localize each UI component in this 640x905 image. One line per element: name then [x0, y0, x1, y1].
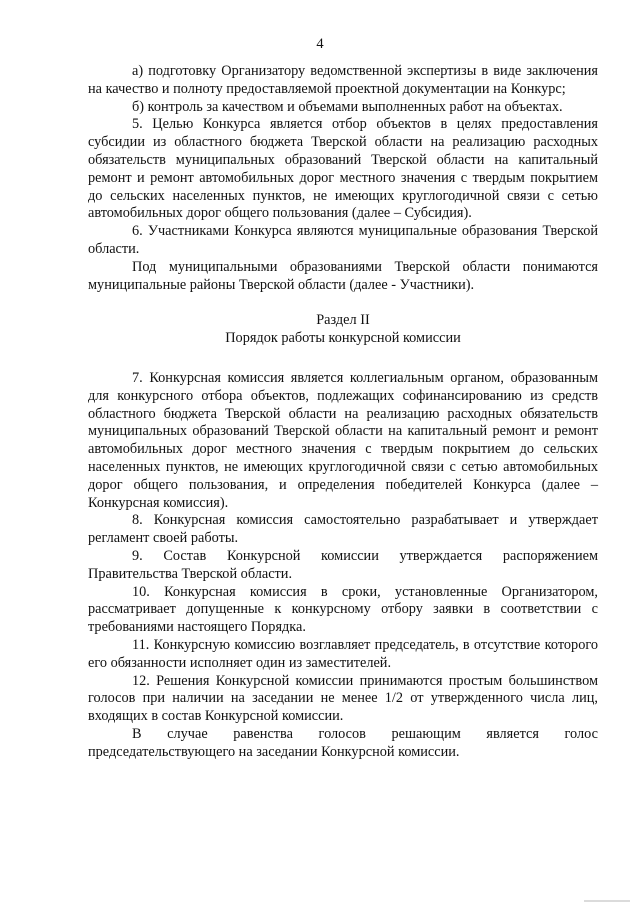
- section-number: Раздел II: [316, 312, 370, 329]
- paragraph-6: 6. Участниками Конкурса являются муниципальные образования Тверской области.: [88, 223, 598, 257]
- paragraph-7: 7. Конкурсная комиссия является коллегиальным органом, образованным для конкурсного отбора объектов, подлежащих софинансированию из средств областного бюджета Тверской области на реализацию расходных обязательств муниципальных образований Тверской области на капитальный ремонт и ремонт автомобильных дорог местного значения с твердым покрытием до сельских населенных пунктов, не имеющих круглогодичной связи с сетью автомобильных дорог общего пользования, и определения победителей Конкурса (далее – Конкурсная комиссия).: [88, 369, 598, 511]
- spacer: [88, 348, 598, 370]
- paragraph-10: 10. Конкурсная комиссия в сроки, установленные Организатором, рассматривает допущенные к конкурсному отбору заявки в соответствии с требованиями настоящего Порядка.: [88, 583, 598, 636]
- scan-artifact: [584, 900, 630, 902]
- paragraph-11: 11. Конкурсную комиссию возглавляет председатель, в отсутствие которого его обязанности исполняет один из заместителей.: [88, 636, 598, 671]
- paragraph-tie-vote: В случае равенства голосов решающим является голос председательствующего на заседании Конкурсной комиссии.: [88, 725, 598, 760]
- spacer: [88, 294, 598, 312]
- paragraph-12: 12. Решения Конкурсной комиссии принимаются простым большинством голосов при наличии на заседании не менее 1/2 от утвержденного числа лиц, входящих в состав Конкурсной комиссии.: [88, 672, 598, 725]
- paragraph-9: 9. Состав Конкурсной комиссии утверждается распоряжением Правительства Тверской области.: [88, 547, 598, 582]
- section-title: Порядок работы конкурсной комиссии: [225, 330, 461, 347]
- paragraph-8: 8. Конкурсная комиссия самостоятельно разрабатывает и утверждает регламент своей работы.: [88, 512, 598, 547]
- paragraph-b: б) контроль за качеством и объемами выполненных работ на объектах.: [132, 98, 563, 115]
- document-body: [88, 63, 598, 761]
- paragraph-5: 5. Целью Конкурса является отбор объектов в целях предоставления субсидии из областного бюджета Тверской области на реализацию расходных обязательств муниципальных образований Тверской области на капитальный ремонт и ремонт автомобильных дорог местного значения с твердым покрытием до сельских населенных пунктов, не имеющих круглогодичной связи с сетью автомобильных дорог общего пользования (далее – Субсидия).: [88, 116, 598, 222]
- paragraph-a: а) подготовку Организатору ведомственной экспертизы в виде заключения на качество и полноту предоставляемой проектной документации на Конкурс;: [88, 63, 598, 97]
- page-number: 4: [316, 36, 324, 52]
- paragraph-participants: Под муниципальными образованиями Тверской области понимаются муниципальные районы Тверской области (далее - Участники).: [88, 258, 598, 293]
